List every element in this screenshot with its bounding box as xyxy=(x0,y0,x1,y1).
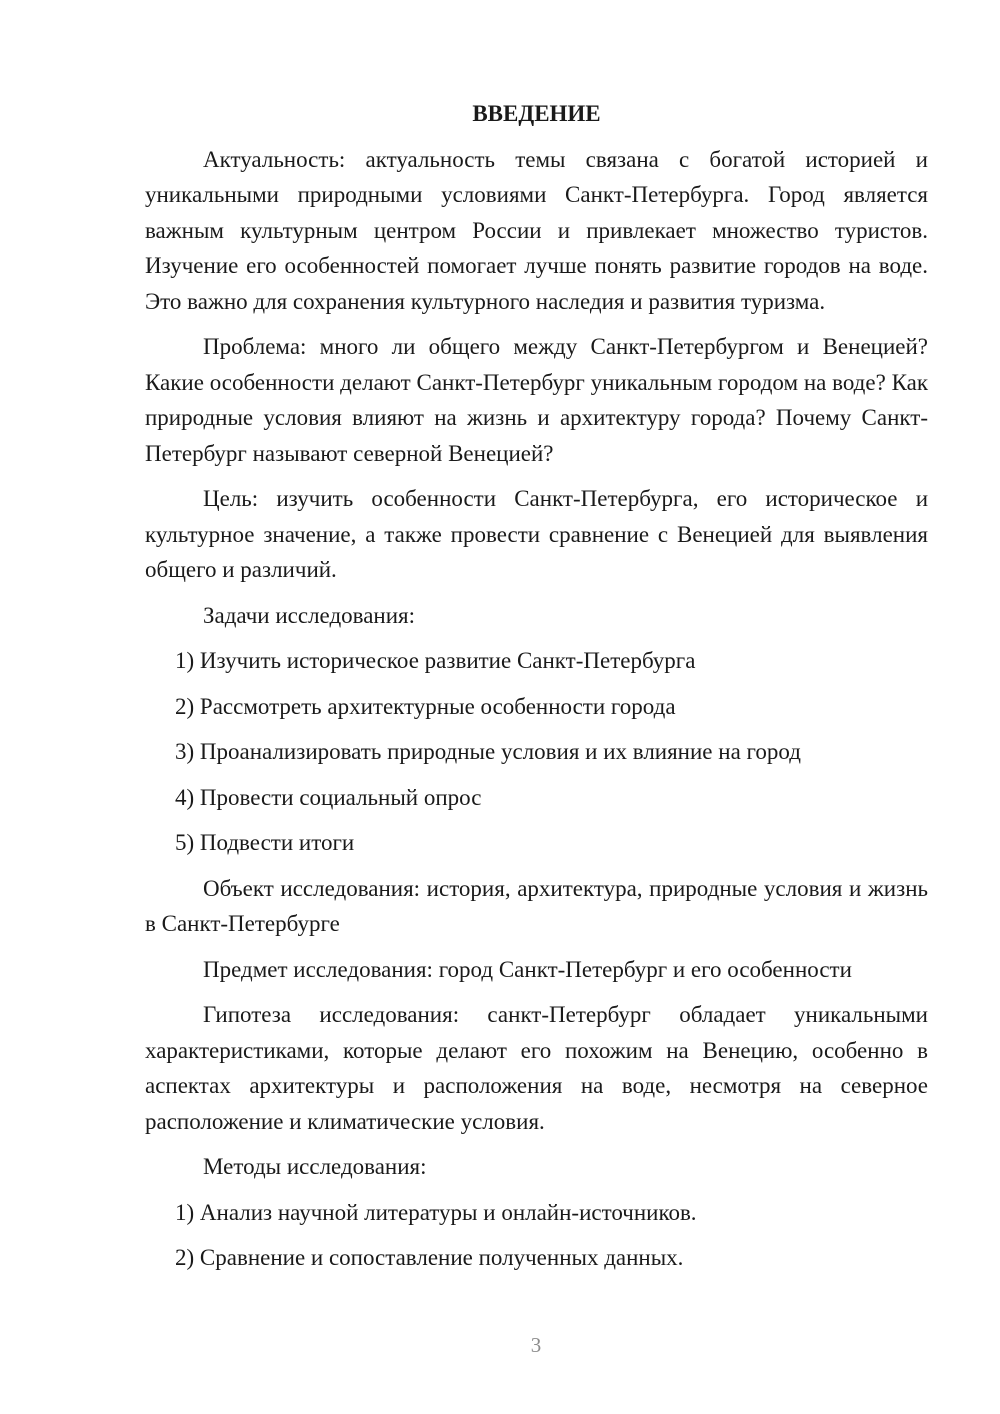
method-item: 2) Сравнение и сопоставление полученных данных. xyxy=(175,1245,684,1270)
task-item: 2) Рассмотреть архитектурные особенности города xyxy=(175,693,676,719)
object-paragraph: Объект исследования: история, архитектура, природные условия и жизнь в Санкт-Петербурге xyxy=(145,875,928,936)
relevance-paragraph: Актуальность: актуальность темы связана с богатой историей и уникальными природными условиями Санкт-Петербурга. Город является важным культурным центром России и привлекает множество туристов. Изучение его особенностей помогает лучше понять развитие городов на воде. Это важно для сохранения культурного наследия и развития туризма. xyxy=(145,146,928,314)
goal-paragraph: Цель: изучить особенности Санкт-Петербурга, его историческое и культурное значение, а также провести сравнение с Венецией для выявления общего и различий. xyxy=(145,486,928,582)
page-number: 3 xyxy=(530,1333,542,1357)
task-item: 5) Подвести итоги xyxy=(175,830,355,855)
page-title: ВВЕДЕНИЕ xyxy=(472,101,601,126)
methods-heading: Методы исследования: xyxy=(203,1154,427,1179)
tasks-heading: Задачи исследования: xyxy=(203,602,416,628)
task-item: 3) Проанализировать природные условия и их влияние на город xyxy=(175,739,801,764)
hypothesis-paragraph: Гипотеза исследования: санкт-Петербург обладает уникальными характеристиками, которые делают его похожим на Венецию, особенно в аспектах архитектуры и расположения на воде, несмотря на северное расположение и климатические условия. xyxy=(145,1002,928,1134)
problem-paragraph: Проблема: много ли общего между Санкт-Петербургом и Венецией? Какие особенности делают Санкт-Петербург уникальным городом на воде? Как природные условия влияют на жизнь и архитектуру города? Почему Санкт-Петербург называют северной Венецией? xyxy=(145,334,928,466)
subject-paragraph: Предмет исследования: город Санкт-Петербург и его особенности xyxy=(203,956,852,982)
task-item: 4) Провести социальный опрос xyxy=(175,784,482,810)
task-item: 1) Изучить историческое развитие Санкт-Петербурга xyxy=(175,648,696,673)
page-content xyxy=(145,96,928,1286)
method-item: 1) Анализ научной литературы и онлайн-источников. xyxy=(175,1199,697,1225)
